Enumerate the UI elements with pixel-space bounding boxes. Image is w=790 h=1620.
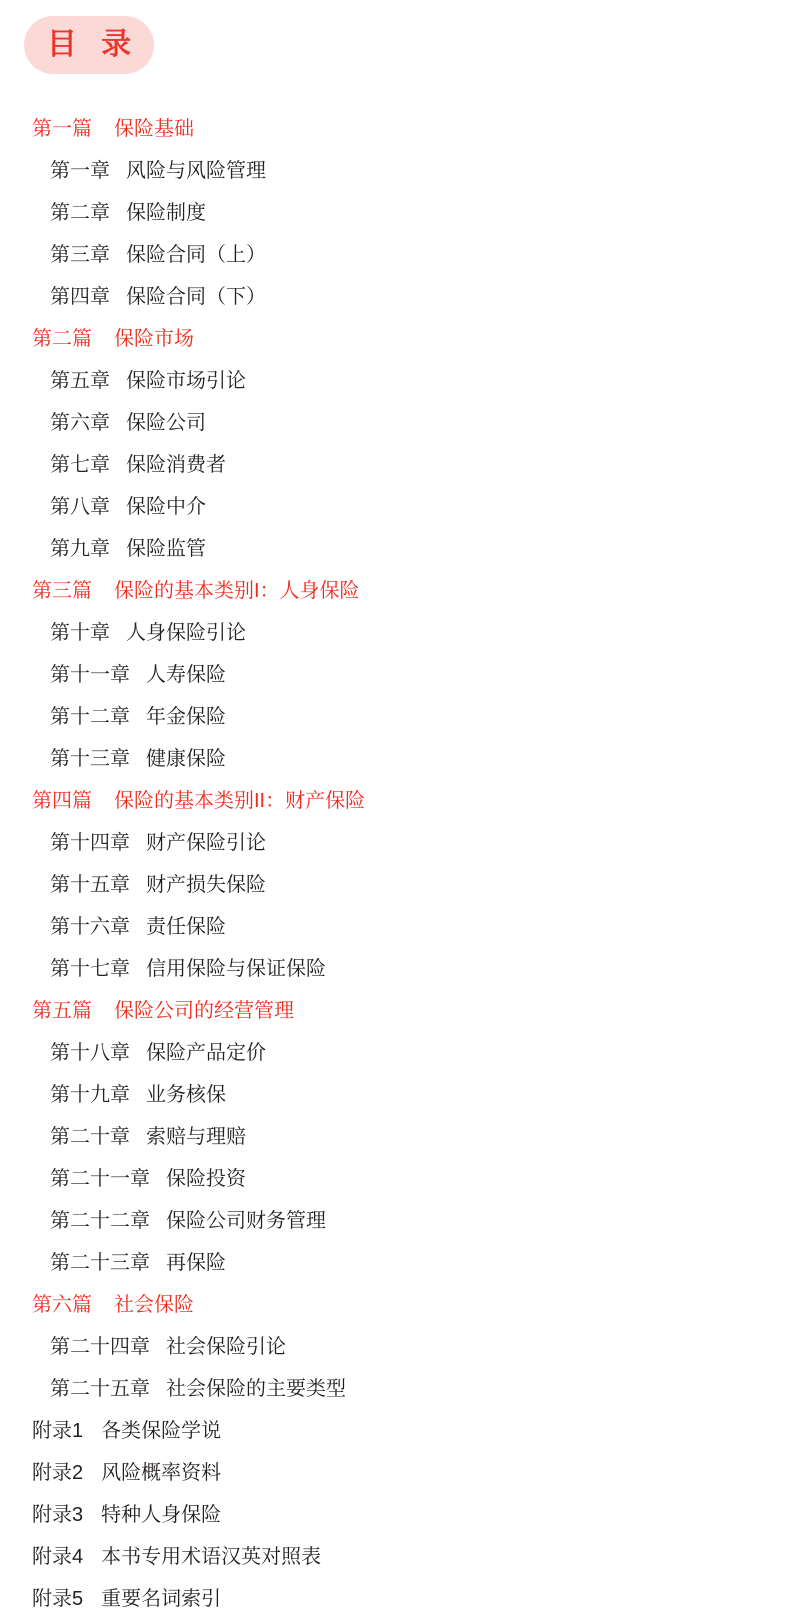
toc-entry-label: 保险合同（上） bbox=[126, 244, 266, 266]
toc-entry-label: 财产保险引论 bbox=[146, 832, 266, 854]
toc-entry-label: 保险市场 bbox=[114, 328, 194, 350]
toc-entry-number: 第十一章 bbox=[50, 664, 130, 686]
toc-entry-number: 第二十二章 bbox=[50, 1210, 150, 1232]
toc-chapter-row[interactable] bbox=[50, 864, 770, 906]
toc-entry-number: 第十七章 bbox=[50, 958, 130, 980]
toc-chapter-row[interactable] bbox=[50, 654, 770, 696]
toc-entry-label: 社会保险的主要类型 bbox=[166, 1378, 346, 1400]
toc-chapter-row[interactable] bbox=[50, 1116, 770, 1158]
toc-chapter-row[interactable] bbox=[50, 612, 770, 654]
toc-entry-number: 第三章 bbox=[50, 244, 110, 266]
toc-appendix-row[interactable] bbox=[32, 1410, 770, 1452]
toc-appendix-row[interactable] bbox=[32, 1452, 770, 1494]
toc-entry-number: 第十二章 bbox=[50, 706, 130, 728]
toc-chapter-row[interactable] bbox=[50, 528, 770, 570]
toc-entry-label: 保险的基本类别I：人身保险 bbox=[114, 580, 360, 602]
toc-entry-label: 特种人身保险 bbox=[101, 1504, 222, 1526]
toc-chapter-row[interactable] bbox=[50, 948, 770, 990]
toc-entry-number: 第五章 bbox=[50, 370, 110, 392]
toc-entry-label: 保险制度 bbox=[126, 202, 206, 224]
toc-entry-label: 人身保险引论 bbox=[126, 622, 246, 644]
toc-entry-label: 信用保险与保证保险 bbox=[146, 958, 326, 980]
toc-entry-label: 风险概率资料 bbox=[101, 1462, 222, 1484]
toc-entry-label: 保险中介 bbox=[126, 496, 206, 518]
toc-entry-number: 第四篇 bbox=[32, 790, 92, 812]
toc-entry-label: 保险公司财务管理 bbox=[166, 1210, 326, 1232]
toc-entry-number: 第一篇 bbox=[32, 118, 92, 140]
toc-chapter-row[interactable] bbox=[50, 738, 770, 780]
toc-chapter-row[interactable] bbox=[50, 276, 770, 318]
toc-entry-number: 第八章 bbox=[50, 496, 110, 518]
toc-entry-label: 保险的基本类别II：财产保险 bbox=[114, 790, 366, 812]
toc-entry-label: 保险公司 bbox=[126, 412, 206, 434]
toc-entry-number: 第二十章 bbox=[50, 1126, 130, 1148]
toc-entry-label: 索赔与理赔 bbox=[146, 1126, 246, 1148]
toc-entry-number: 第七章 bbox=[50, 454, 110, 476]
toc-entry-number: 第二篇 bbox=[32, 328, 92, 350]
toc-entry-number: 第二十三章 bbox=[50, 1252, 150, 1274]
toc-entry-number: 第二十四章 bbox=[50, 1336, 150, 1358]
toc-entry-label: 保险基础 bbox=[114, 118, 194, 140]
toc-entry-label: 保险监管 bbox=[126, 538, 206, 560]
toc-entry-number: 第十五章 bbox=[50, 874, 130, 896]
toc-chapter-row[interactable] bbox=[50, 1326, 770, 1368]
table-of-contents bbox=[32, 108, 770, 1620]
toc-chapter-row[interactable] bbox=[50, 444, 770, 486]
toc-part-row[interactable] bbox=[32, 318, 770, 360]
toc-entry-number: 第十三章 bbox=[50, 748, 130, 770]
toc-entry-label: 各类保险学说 bbox=[101, 1420, 222, 1442]
toc-entry-number: 附录3 bbox=[32, 1504, 84, 1526]
toc-entry-number: 第四章 bbox=[50, 286, 110, 308]
toc-entry-label: 年金保险 bbox=[146, 706, 226, 728]
toc-entry-label: 重要名词索引 bbox=[101, 1588, 222, 1610]
toc-entry-label: 业务核保 bbox=[146, 1084, 226, 1106]
toc-entry-number: 附录2 bbox=[32, 1462, 84, 1484]
toc-part-row[interactable] bbox=[32, 780, 770, 822]
toc-chapter-row[interactable] bbox=[50, 150, 770, 192]
toc-entry-label: 保险产品定价 bbox=[146, 1042, 266, 1064]
toc-entry-number: 第十章 bbox=[50, 622, 110, 644]
toc-entry-label: 责任保险 bbox=[146, 916, 226, 938]
toc-entry-number: 第十六章 bbox=[50, 916, 130, 938]
toc-entry-number: 附录4 bbox=[32, 1546, 84, 1568]
toc-entry-number: 第十九章 bbox=[50, 1084, 130, 1106]
toc-entry-number: 第二章 bbox=[50, 202, 110, 224]
toc-entry-label: 风险与风险管理 bbox=[126, 160, 266, 182]
toc-entry-label: 社会保险 bbox=[114, 1294, 194, 1316]
toc-entry-number: 第六章 bbox=[50, 412, 110, 434]
toc-chapter-row[interactable] bbox=[50, 360, 770, 402]
toc-entry-number: 第一章 bbox=[50, 160, 110, 182]
page-title-badge bbox=[24, 16, 154, 74]
toc-chapter-row[interactable] bbox=[50, 906, 770, 948]
toc-chapter-row[interactable] bbox=[50, 1158, 770, 1200]
toc-entry-number: 第三篇 bbox=[32, 580, 92, 602]
toc-entry-label: 保险消费者 bbox=[126, 454, 226, 476]
toc-chapter-row[interactable] bbox=[50, 1242, 770, 1284]
toc-entry-label: 再保险 bbox=[166, 1252, 226, 1274]
toc-part-row[interactable] bbox=[32, 108, 770, 150]
toc-entry-label: 本书专用术语汉英对照表 bbox=[101, 1546, 322, 1568]
toc-entry-label: 人寿保险 bbox=[146, 664, 226, 686]
toc-entry-label: 财产损失保险 bbox=[146, 874, 266, 896]
toc-chapter-row[interactable] bbox=[50, 1368, 770, 1410]
toc-chapter-row[interactable] bbox=[50, 1074, 770, 1116]
toc-chapter-row[interactable] bbox=[50, 696, 770, 738]
toc-entry-label: 保险市场引论 bbox=[126, 370, 246, 392]
toc-entry-label: 保险合同（下） bbox=[126, 286, 266, 308]
toc-entry-number: 第二十五章 bbox=[50, 1378, 150, 1400]
toc-chapter-row[interactable] bbox=[50, 1200, 770, 1242]
toc-entry-number: 第二十一章 bbox=[50, 1168, 150, 1190]
toc-entry-label: 保险公司的经营管理 bbox=[114, 1000, 294, 1022]
toc-appendix-row[interactable] bbox=[32, 1578, 770, 1620]
toc-appendix-row[interactable] bbox=[32, 1494, 770, 1536]
toc-appendix-row[interactable] bbox=[32, 1536, 770, 1578]
toc-part-row[interactable] bbox=[32, 990, 770, 1032]
toc-entry-number: 附录1 bbox=[32, 1420, 84, 1442]
toc-entry-number: 第六篇 bbox=[32, 1294, 92, 1316]
toc-chapter-row[interactable] bbox=[50, 402, 770, 444]
toc-chapter-row[interactable] bbox=[50, 234, 770, 276]
toc-chapter-row[interactable] bbox=[50, 192, 770, 234]
toc-entry-label: 健康保险 bbox=[146, 748, 226, 770]
toc-entry-number: 附录5 bbox=[32, 1588, 84, 1610]
page-title: 目 录 bbox=[46, 28, 140, 61]
toc-entry-number: 第十四章 bbox=[50, 832, 130, 854]
toc-chapter-row[interactable] bbox=[50, 1032, 770, 1074]
toc-entry-label: 社会保险引论 bbox=[166, 1336, 286, 1358]
toc-entry-label: 保险投资 bbox=[166, 1168, 246, 1190]
toc-chapter-row[interactable] bbox=[50, 486, 770, 528]
toc-entry-number: 第五篇 bbox=[32, 1000, 92, 1022]
toc-chapter-row[interactable] bbox=[50, 822, 770, 864]
toc-entry-number: 第十八章 bbox=[50, 1042, 130, 1064]
toc-entry-number: 第九章 bbox=[50, 538, 110, 560]
toc-part-row[interactable] bbox=[32, 570, 770, 612]
toc-part-row[interactable] bbox=[32, 1284, 770, 1326]
